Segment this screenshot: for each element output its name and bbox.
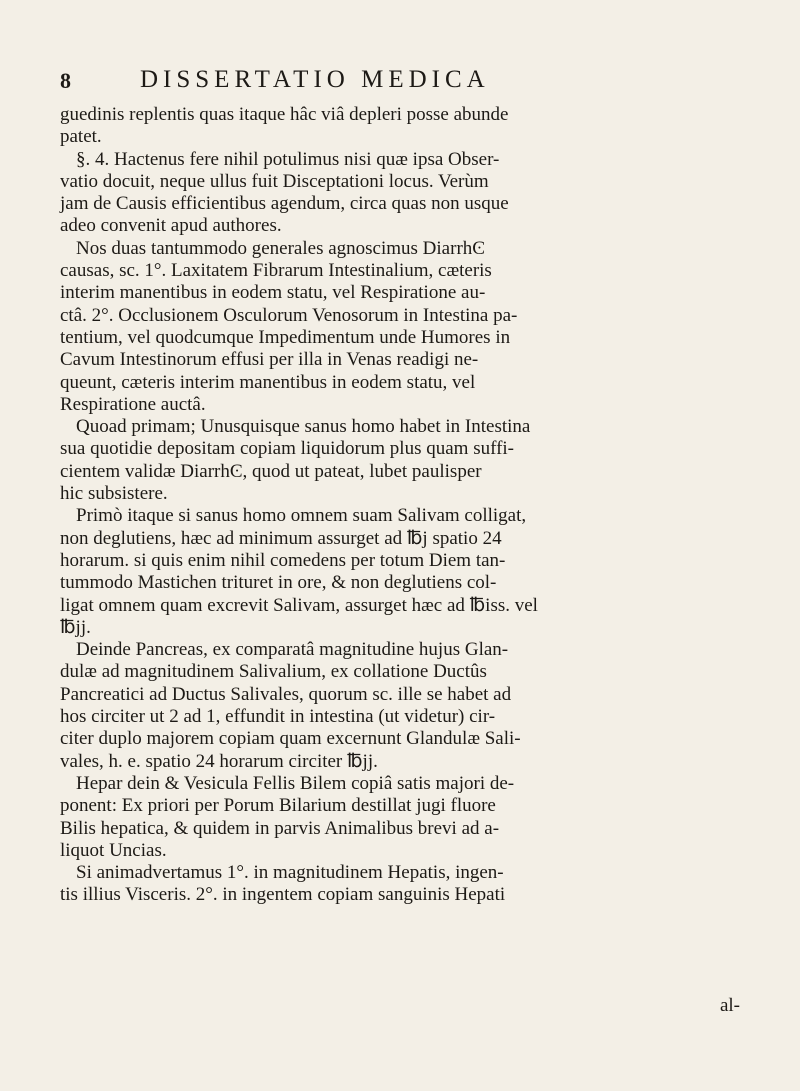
text-line: hos circiter ut 2 ad 1, effundit in intestina (ut videtur) cir- <box>60 706 496 728</box>
text-line: sua quotidie depositam copiam liquidorum plus quam suffi- <box>60 438 515 460</box>
page-number: 8 <box>60 68 71 93</box>
text-line: vatio docuit, neque ullus fuit Disceptationi locus. Verùm <box>60 170 489 192</box>
text-line: adeo convenit apud authores. <box>60 215 282 237</box>
text-line: Cavum Intestinorum effusi per illa in Venas readigi ne- <box>60 349 479 371</box>
text-line: guedinis replentis quas itaque hâc viâ depleri posse abunde <box>60 104 509 125</box>
text-line: Quoad primam; Unusquisque sanus homo habet in Intestina <box>76 416 531 438</box>
text-line: citer duplo majorem copiam quam excernunt Glandulæ Sali- <box>60 728 521 750</box>
text-line: queunt, cæteris interim manentibus in eodem statu, vel <box>60 371 476 393</box>
text-line: ℔jj. <box>60 616 91 638</box>
text-line: Nos duas tantummodo generales agnoscimus DiarrhϾ <box>76 237 485 259</box>
text-line: horarum. si quis enim nihil comedens per totum Diem tan- <box>60 549 506 571</box>
text-line: hic subsistere. <box>60 483 168 505</box>
text-line: ligat omnem quam excrevit Salivam, assurget hæc ad ℔iss. vel <box>60 594 538 616</box>
text-line: Si animadvertamus 1°. in magnitudinem Hepatis, ingen- <box>76 862 504 884</box>
text-line: Primò itaque si sanus homo omnem suam Salivam colligat, <box>76 505 527 527</box>
catchword: al- <box>719 995 740 1016</box>
text-line: ponent: Ex priori per Porum Bilarium destillat jugi fluore <box>60 795 496 817</box>
text-line: interim manentibus in eodem statu, vel Respiratione au- <box>60 282 486 304</box>
body-text <box>60 104 760 907</box>
text-line: non deglutiens, hæc ad minimum assurget ad ℔j spatio 24 <box>60 527 502 549</box>
text-line: Pancreatici ad Ductus Salivales, quorum sc. ille se habet ad <box>60 683 512 705</box>
text-line: patet. <box>60 126 102 148</box>
text-line: ctâ. 2°. Occlusionem Osculorum Venosorum in Intestina pa- <box>60 304 518 326</box>
text-line: Hepar dein & Vesicula Fellis Bilem copiâ satis majori de- <box>76 772 515 794</box>
text-line: §. 4. Hactenus fere nihil potulimus nisi quæ ipsa Obser- <box>76 148 500 170</box>
page-header <box>60 62 750 98</box>
text-line: jam de Causis efficientibus agendum, circa quas non usque <box>60 193 509 215</box>
text-line: vales, h. e. spatio 24 horarum circiter ℔jj. <box>60 750 378 772</box>
text-line: tummodo Mastichen trituret in ore, & non deglutiens col- <box>60 572 497 594</box>
text-line: liquot Uncias. <box>60 839 167 861</box>
text-line: causas, sc. 1°. Laxitatem Fibrarum Intestinalium, cæteris <box>60 260 492 282</box>
text-line: dulæ ad magnitudinem Salivalium, ex collatione Ductûs <box>60 661 487 683</box>
text-line: cientem validæ DiarrhϾ, quod ut pateat, lubet paulisper <box>60 460 482 482</box>
text-line: Respiratione auctâ. <box>60 393 206 415</box>
running-title: DISSERTATIO MEDICA <box>140 66 490 93</box>
text-line: Deinde Pancreas, ex comparatâ magnitudine hujus Glan- <box>76 639 509 661</box>
text-line: tentium, vel quodcumque Impedimentum unde Humores in <box>60 326 511 348</box>
text-line: tis illius Visceris. 2°. in ingentem copiam sanguinis Hepati <box>60 884 506 906</box>
text-line: Bilis hepatica, & quidem in parvis Animalibus brevi ad a- <box>60 817 500 839</box>
